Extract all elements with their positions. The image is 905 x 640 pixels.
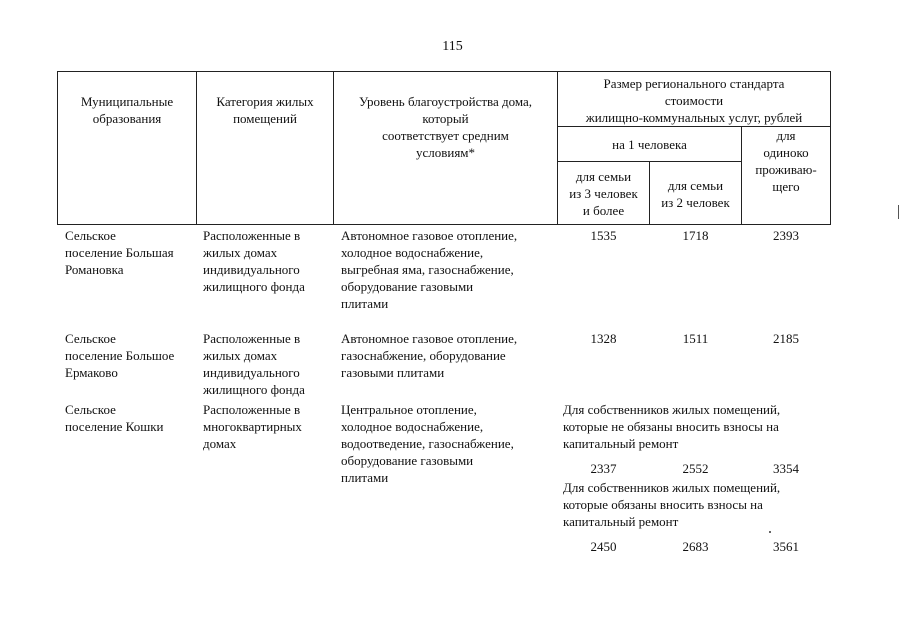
header-municipality: Муниципальные образования — [80, 94, 174, 126]
row3-note-not-obliged: Для собственников жилых помещений, которые не обязаны вносить взносы на капитальный ремонт — [563, 402, 781, 451]
row3-municipality: Сельское поселение Кошки — [65, 402, 164, 434]
header-category: Категория жилых помещений — [216, 94, 314, 126]
row2-value-family-3: 1328 — [590, 331, 617, 346]
row3a-value-family-3: 2337 — [590, 461, 617, 476]
row3a-value-family-2: 2552 — [682, 461, 709, 476]
row3-category: Расположенные в многоквартирных домах — [203, 402, 302, 451]
row1-improvement-level: Автономное газовое отопление, холодное водоснабжение, выгребная яма, газоснабжение, оборудование газовыми плитами — [341, 228, 518, 311]
header-single: для одиноко проживаю- щего — [755, 128, 817, 194]
row1-value-single: 2393 — [773, 228, 799, 243]
header-family-2: для семьи из 2 человек — [661, 178, 730, 210]
scan-dot — [769, 531, 771, 533]
row1-municipality: Сельское поселение Большая Романовка — [65, 228, 174, 277]
header-improvement-level: Уровень благоустройства дома, который соответствует средним условиям* — [358, 94, 533, 160]
header-per-person: на 1 человека — [612, 137, 687, 152]
row2-improvement-level: Автономное газовое отопление, газоснабжение, оборудование газовыми плитами — [341, 331, 518, 380]
row3-improvement-level: Центральное отопление, холодное водоснабжение, водоотведение, газоснабжение, оборудование газовыми плитами — [341, 402, 514, 485]
row1-value-family-2: 1718 — [682, 228, 709, 243]
row3b-value-family-2: 2683 — [682, 539, 709, 554]
scan-edge-mark — [898, 205, 899, 219]
row2-municipality: Сельское поселение Большое Ермаково — [65, 331, 175, 380]
row1-value-family-3: 1535 — [590, 228, 617, 243]
row3b-value-family-3: 2450 — [590, 539, 617, 554]
row3a-value-single: 3354 — [773, 461, 799, 476]
page-number: 115 — [442, 39, 463, 54]
header-standard-size: Размер регионального стандарта стоимости жилищно-коммунальных услуг, рублей — [585, 76, 803, 125]
row3-note-obliged: Для собственников жилых помещений, которые обязаны вносить взносы на капитальный ремонт — [563, 480, 781, 529]
row2-value-single: 2185 — [773, 331, 799, 346]
row2-category: Расположенные в жилых домах индивидуального жилищного фонда — [203, 331, 305, 397]
header-family-3: для семьи из 3 человек и более — [569, 169, 638, 218]
row3b-value-single: 3561 — [773, 539, 799, 554]
row2-value-family-2: 1511 — [682, 331, 709, 346]
row1-category: Расположенные в жилых домах индивидуального жилищного фонда — [203, 228, 305, 294]
